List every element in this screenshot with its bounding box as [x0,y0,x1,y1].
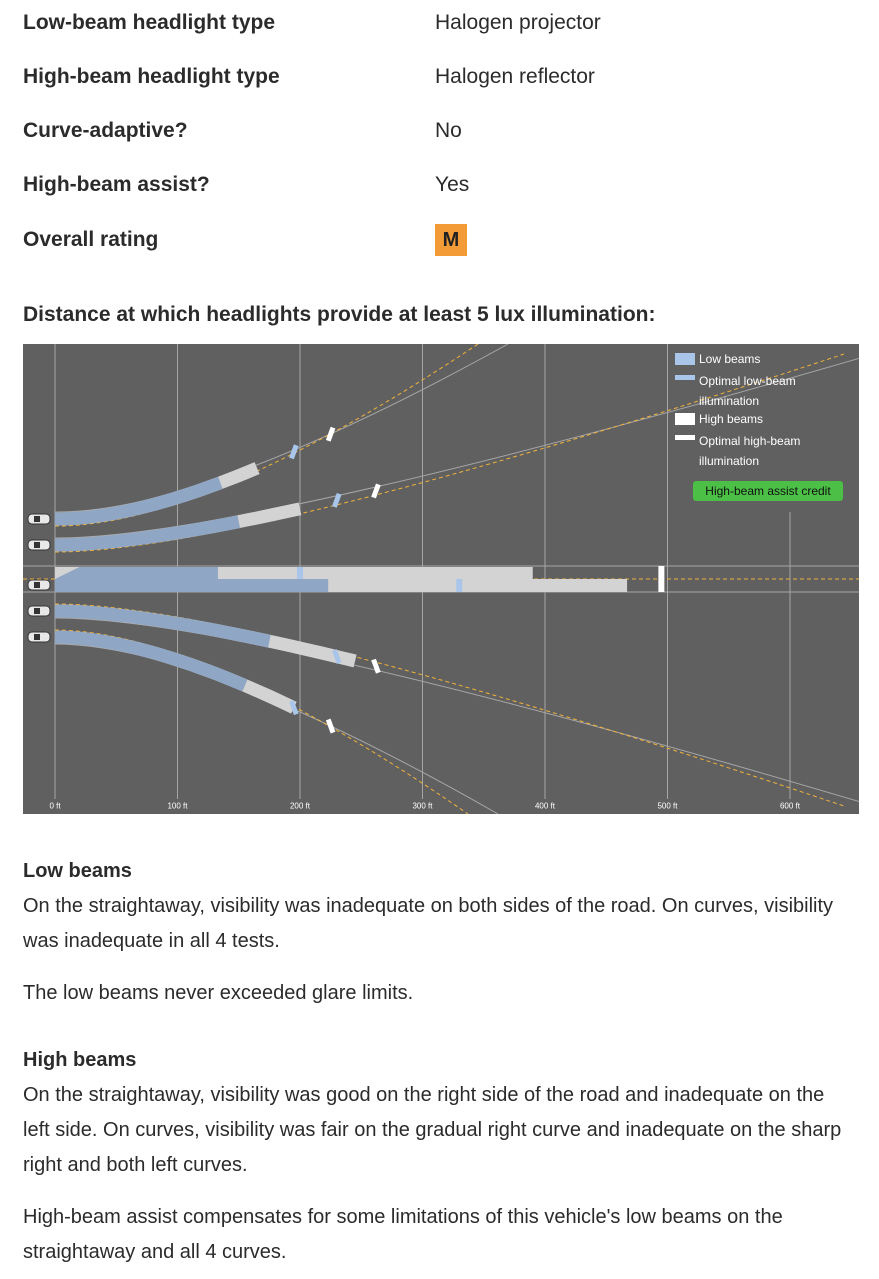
spec-value: Halogen reflector [435,65,595,88]
curve-high-optimal-marker [371,659,380,674]
legend-swatch [675,375,695,380]
straight-high-optimal-marker [658,566,664,592]
spec-label: High-beam headlight type [23,65,280,88]
high-beams-heading: High beams [23,1049,137,1071]
high-beams-paragraph-1: On the straightaway, visibility was good on the right side of the road and inadequate on the left side. On curves, visibility was fair on the gradual right curve and inadequate on the sharp right and both left curves. [23,1084,842,1176]
curve-lane-edge [55,604,844,806]
curve-low-optimal-marker [332,493,341,508]
curve-high-optimal-marker [326,427,335,442]
car-window-icon [34,608,40,614]
x-tick-label: 500 ft [657,801,678,811]
assist-credit-label: High-beam assist credit [705,484,831,498]
spec-label: Curve-adaptive? [23,119,188,142]
spec-label: High-beam assist? [23,173,210,196]
straight-low-beam-left [55,579,328,592]
legend-label: Low beams [699,352,761,366]
x-tick-label: 600 ft [779,801,801,811]
legend-label: Optimal low-beam [699,374,796,388]
low-beams-heading: Low beams [23,860,132,882]
curve-low-beam [55,522,239,545]
legend-swatch [675,435,695,440]
legend-label: illumination [699,454,760,468]
car-window-icon [34,542,40,548]
chart-svg [23,344,859,814]
spec-row-high-beam-assist [23,173,853,203]
curve-low-beam [55,483,220,519]
high-beams-paragraph-2: High-beam assist compensates for some limitations of this vehicle's low beams on the straightaway and all 4 curves. [23,1206,783,1263]
curve-high-optimal-marker [371,484,380,499]
straight-low-optimal-right [297,567,303,579]
spec-label: Low-beam headlight type [23,11,276,34]
curve-high-beam [55,637,294,708]
spec-row-overall-rating [23,228,853,258]
spec-value: No [435,119,462,142]
curve-road-edge [55,644,498,814]
legend-label: Optimal high-beam [699,434,801,448]
spec-value: Halogen projector [435,11,601,34]
x-tick-label: 0 ft [49,801,61,811]
straight-low-beam-right [55,567,218,579]
x-tick-label: 300 ft [412,801,433,811]
car-window-icon [34,634,40,640]
x-tick-label: 100 ft [167,801,188,811]
spec-label: Overall rating [23,228,159,251]
spec-row-low-beam [23,11,853,41]
spec-row-high-beam [23,65,853,95]
x-tick-label: 200 ft [289,801,311,811]
curve-high-optimal-marker [326,719,335,734]
car-window-icon [34,516,40,522]
low-beams-paragraph-1: On the straightaway, visibility was inadequate on both sides of the road. On curves, visibility was inadequate in all 4 tests. [23,895,834,952]
spec-row-curve-adaptive [23,119,853,149]
car-window-icon [34,582,40,588]
curve-road-edge [55,618,859,806]
curve-lane-edge [55,630,468,814]
chart-title: Distance at which headlights provide at least 5 lux illumination: [23,303,656,326]
legend-swatch [675,353,695,365]
legend-swatch [675,413,695,425]
spec-value: Yes [435,173,470,196]
low-beams-paragraph-2: The low beams never exceeded glare limits. [23,982,414,1004]
headlight-chart [23,344,859,814]
x-tick-label: 400 ft [534,801,556,811]
curve-lane-edge [55,344,478,526]
rating-badge: M [435,224,467,256]
legend-label: illumination [699,394,760,408]
straight-low-optimal-left [456,579,462,592]
curve-low-beam [55,637,245,686]
legend-label: High beams [699,412,764,426]
